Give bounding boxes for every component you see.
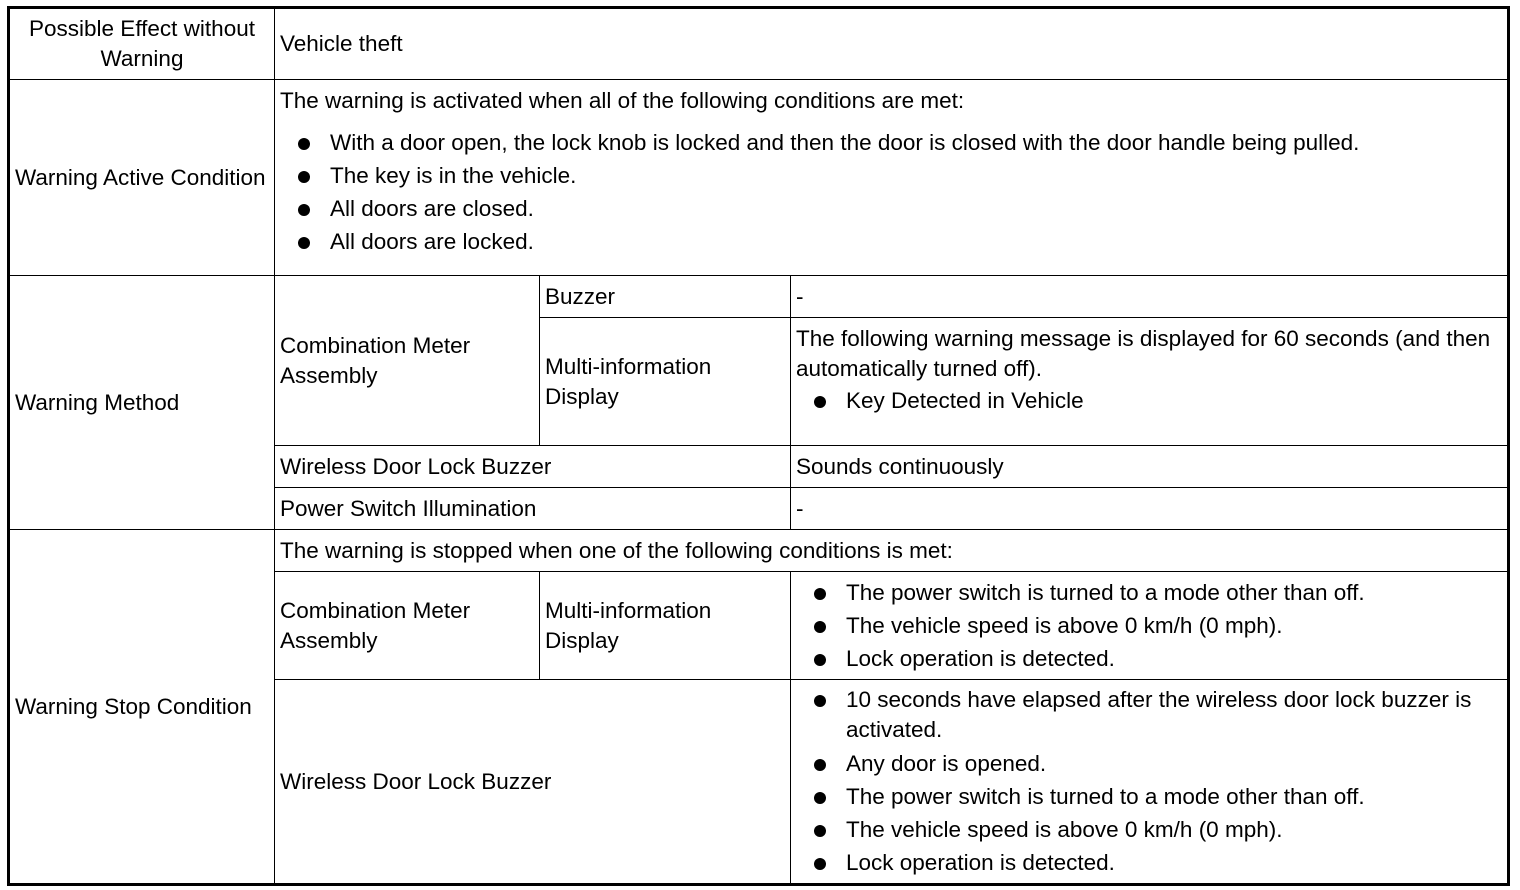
list-item: 10 seconds have elapsed after the wireless door lock buzzer is activated. bbox=[796, 684, 1502, 747]
method-buzzer-value: - bbox=[791, 276, 1509, 318]
row-method-buzzer bbox=[9, 276, 1509, 318]
stop-mid-list bbox=[796, 576, 1502, 675]
method-psi-value: - bbox=[791, 488, 1509, 530]
stop-wdl-label: Wireless Door Lock Buzzer bbox=[275, 680, 791, 885]
possible-effect-value: Vehicle theft bbox=[275, 8, 1509, 80]
list-item: The vehicle speed is above 0 km/h (0 mph). bbox=[796, 813, 1502, 846]
warning-method-label: Warning Method bbox=[9, 276, 275, 530]
warning-active-cell bbox=[275, 80, 1509, 276]
method-mid-text: The following warning message is displayed for 60 seconds (and then automatically turned off). bbox=[796, 326, 1491, 381]
method-mid-list bbox=[796, 384, 1502, 417]
list-item: The power switch is turned to a mode other than off. bbox=[796, 576, 1502, 609]
list-item: Key Detected in Vehicle bbox=[796, 384, 1502, 417]
list-item: Lock operation is detected. bbox=[796, 846, 1502, 879]
list-item: Any door is opened. bbox=[796, 747, 1502, 780]
possible-effect-label: Possible Effect without Warning bbox=[9, 8, 275, 80]
warning-spec-table bbox=[7, 6, 1510, 886]
warning-stop-label: Warning Stop Condition bbox=[9, 530, 275, 885]
row-stop-lead bbox=[9, 530, 1509, 572]
warning-active-lead: The warning is activated when all of the following conditions are met: bbox=[280, 88, 965, 113]
list-item: With a door open, the lock knob is locked and then the door is closed with the door handle being pulled. bbox=[280, 126, 1502, 159]
warning-active-label: Warning Active Condition bbox=[9, 80, 275, 276]
list-item: The vehicle speed is above 0 km/h (0 mph). bbox=[796, 609, 1502, 642]
method-mid-label: Multi-information Display bbox=[540, 318, 791, 446]
stop-mid-cell bbox=[791, 572, 1509, 680]
row-possible-effect bbox=[9, 8, 1509, 80]
method-wdl-label: Wireless Door Lock Buzzer bbox=[275, 446, 791, 488]
list-item: The power switch is turned to a mode other than off. bbox=[796, 780, 1502, 813]
list-item: The key is in the vehicle. bbox=[280, 159, 1502, 192]
list-item: All doors are closed. bbox=[280, 192, 1502, 225]
list-item: Lock operation is detected. bbox=[796, 642, 1502, 675]
row-warning-active bbox=[9, 80, 1509, 276]
method-buzzer-label: Buzzer bbox=[540, 276, 791, 318]
method-mid-cell bbox=[791, 318, 1509, 446]
warning-active-list bbox=[280, 126, 1502, 258]
method-wdl-value: Sounds continuously bbox=[791, 446, 1509, 488]
stop-meter-label: Combination Meter Assembly bbox=[275, 572, 540, 680]
method-psi-label: Power Switch Illumination bbox=[275, 488, 791, 530]
method-meter-label: Combination Meter Assembly bbox=[275, 276, 540, 446]
stop-mid-label: Multi-information Display bbox=[540, 572, 791, 680]
stop-wdl-cell bbox=[791, 680, 1509, 885]
warning-stop-lead: The warning is stopped when one of the following conditions is met: bbox=[275, 530, 1509, 572]
stop-wdl-list bbox=[796, 684, 1502, 879]
list-item: All doors are locked. bbox=[280, 225, 1502, 258]
